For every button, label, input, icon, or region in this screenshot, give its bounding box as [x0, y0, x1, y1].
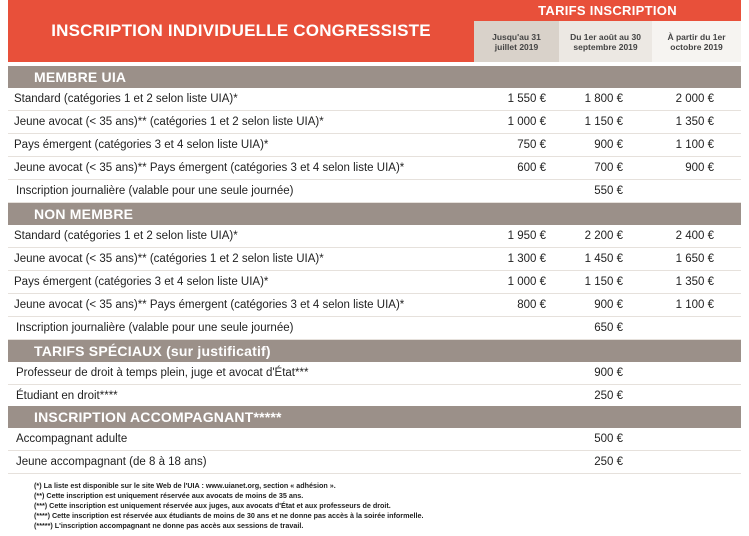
section-title: MEMBRE UIA [34, 69, 127, 85]
price-mid: 1 800 € [584, 93, 623, 105]
price-early: 600 € [517, 162, 546, 174]
price-mid: 900 € [594, 139, 623, 151]
footnote: (****) Cette inscription est réservée aux étudiants de moins de 30 ans et ne donne pas accès à la soirée informelle. [34, 511, 424, 520]
price-early: 1 000 € [507, 276, 546, 288]
footnote: (*) La liste est disponible sur le site Web de l'UIA : www.uianet.org, section « adhésion ». [34, 481, 336, 490]
row-label: Jeune accompagnant (de 8 à 18 ans) [16, 456, 207, 468]
price-early: 800 € [517, 299, 546, 311]
table-row [8, 111, 741, 134]
price-late: 1 350 € [675, 276, 714, 288]
price-late: 1 350 € [675, 116, 714, 128]
price-single: 250 € [594, 390, 623, 402]
footnote: (*****) L'inscription accompagnant ne donne pas accès aux sessions de travail. [34, 521, 304, 530]
section-title: NON MEMBRE [34, 206, 134, 222]
column-header-label: Jusqu'au 31 juillet 2019 [492, 31, 541, 52]
table-row [8, 180, 741, 203]
price-mid: 1 150 € [584, 276, 623, 288]
price-early: 1 300 € [507, 253, 546, 265]
section-accompagnant [8, 406, 741, 428]
price-late: 1 100 € [675, 139, 714, 151]
row-label: Professeur de droit à temps plein, juge et avocat d'État*** [16, 367, 309, 379]
row-label: Jeune avocat (< 35 ans)** Pays émergent (catégories 3 et 4 selon liste UIA)* [14, 162, 405, 174]
price-early: 1 000 € [507, 116, 546, 128]
row-label: Étudiant en droit**** [16, 390, 118, 402]
price-mid: 1 150 € [584, 116, 623, 128]
table-row [8, 317, 741, 340]
table-row [8, 451, 741, 474]
column-header-label: Du 1er août au 30 septembre 2019 [570, 31, 641, 52]
price-mid: 900 € [594, 299, 623, 311]
price-late: 1 650 € [675, 253, 714, 265]
footnote: (**) Cette inscription est uniquement réservée aux avocats de moins de 35 ans. [34, 491, 304, 500]
row-label: Pays émergent (catégories 3 et 4 selon liste UIA)* [14, 276, 269, 288]
price-late: 1 100 € [675, 299, 714, 311]
table-row [8, 88, 741, 111]
table-row [8, 428, 741, 451]
price-early: 750 € [517, 139, 546, 151]
price-single: 900 € [594, 367, 623, 379]
row-label: Pays émergent (catégories 3 et 4 selon liste UIA)* [14, 139, 269, 151]
table-row [8, 157, 741, 180]
section-title: INSCRIPTION ACCOMPAGNANT***** [34, 409, 282, 425]
price-late: 900 € [685, 162, 714, 174]
table-row [8, 225, 741, 248]
column-header-late [652, 21, 741, 62]
section-non-membre [8, 203, 741, 225]
column-header-early [474, 21, 559, 62]
price-single: 500 € [594, 433, 623, 445]
column-header-mid [559, 21, 652, 62]
section-title: TARIFS SPÉCIAUX (sur justificatif) [34, 343, 271, 359]
column-header-label: À partir du 1er octobre 2019 [667, 31, 726, 52]
row-label: Standard (catégories 1 et 2 selon liste UIA)* [14, 93, 238, 105]
row-label: Jeune avocat (< 35 ans)** Pays émergent (catégories 3 et 4 selon liste UIA)* [14, 299, 405, 311]
title-bar [8, 0, 474, 62]
table-row [8, 271, 741, 294]
price-single: 250 € [594, 456, 623, 468]
price-late: 2 000 € [675, 93, 714, 105]
table-row [8, 248, 741, 271]
table-row [8, 362, 741, 385]
row-label: Inscription journalière (valable pour une seule journée) [16, 185, 294, 197]
price-mid: 2 200 € [584, 230, 623, 242]
row-label: Jeune avocat (< 35 ans)** (catégories 1 et 2 selon liste UIA)* [14, 116, 324, 128]
section-membre [8, 66, 741, 88]
price-early: 1 550 € [507, 93, 546, 105]
price-mid: 1 450 € [584, 253, 623, 265]
price-early: 1 950 € [507, 230, 546, 242]
table-row [8, 134, 741, 157]
price-single: 650 € [594, 322, 623, 334]
price-late: 2 400 € [675, 230, 714, 242]
row-label: Jeune avocat (< 35 ans)** (catégories 1 et 2 selon liste UIA)* [14, 253, 324, 265]
footnote: (***) Cette inscription est uniquement réservée aux juges, aux avocats d'État et aux professeurs de droit. [34, 501, 391, 510]
row-label: Inscription journalière (valable pour une seule journée) [16, 322, 294, 334]
tarifs-header [474, 0, 741, 21]
price-mid: 700 € [594, 162, 623, 174]
section-speciaux [8, 340, 741, 362]
price-single: 550 € [594, 185, 623, 197]
row-label: Standard (catégories 1 et 2 selon liste UIA)* [14, 230, 238, 242]
table-title: INSCRIPTION INDIVIDUELLE CONGRESSISTE [51, 21, 431, 40]
row-label: Accompagnant adulte [16, 433, 128, 445]
table-row [8, 294, 741, 317]
tarifs-title: TARIFS INSCRIPTION [538, 3, 677, 18]
table-row [8, 385, 741, 408]
